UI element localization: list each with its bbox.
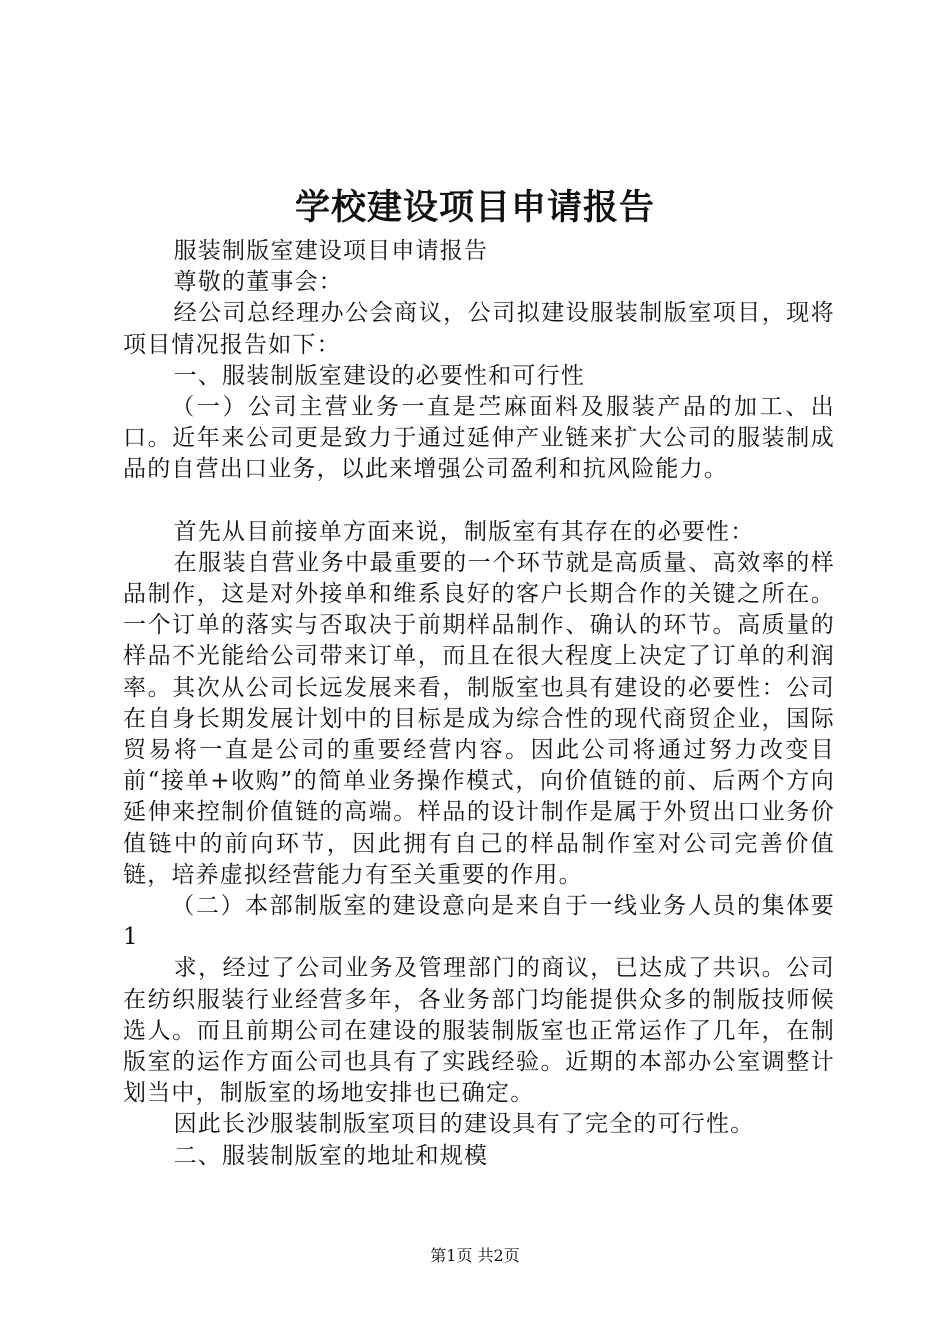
document-title: 学校建设项目申请报告 <box>294 187 655 228</box>
page-footer: 第1页 共2页 <box>430 1246 520 1265</box>
paragraph-intro: 经公司总经理办公会商议，公司拟建设服装制版室项目，现将项目情况报告如下： <box>123 300 835 358</box>
paragraph-consensus: 求，经过了公司业务及管理部门的商议，已达成了共识。公司在纺织服装行业经营多年，各业务部门均能提供众多的制版技师候选人。而且前期公司在建设的服装制版室也正常运作了几年，在制版室的运作方面公司也具有了实践经验。近期的本部办公室调整计划当中，制版室的场地安排也已确定。 <box>123 955 835 1107</box>
section-heading-2: 二、服装制版室的地址和规模 <box>173 1142 489 1169</box>
paragraph-order-necessity: 首先从目前接单方面来说，制版室有其存在的必要性： <box>173 518 755 545</box>
paragraph-spacer <box>123 486 835 517</box>
paragraph-subsection-2: （二）本部制版室的建设意向是来自于一线业务人员的集体要1 <box>123 893 835 951</box>
paragraph-subsection-1: （一）公司主营业务一直是苎麻面料及服装产品的加工、出口。近年来公司更是致力于通过延伸产业链来扩大公司的服装制成品的自营出口业务，以此来增强公司盈利和抗风险能力。 <box>123 394 835 483</box>
document-body <box>123 236 835 1172</box>
paragraph-feasibility: 因此长沙服装制版室项目的建设具有了完全的可行性。 <box>173 1111 755 1138</box>
paragraph-salutation: 尊敬的董事会： <box>173 269 343 296</box>
paragraph-subtitle: 服装制版室建设项目申请报告 <box>173 238 489 264</box>
section-heading-1: 一、服装制版室建设的必要性和可行性 <box>173 362 585 389</box>
paragraph-sample-production: 在服装自营业务中最重要的一个环节就是高质量、高效率的样品制作，这是对外接单和维系良好的客户长期合作的关键之所在。一个订单的落实与否取决于前期样品制作、确认的环节。高质量的样品不光能给公司带来订单，而且在很大程度上决定了订单的利润率。其次从公司长远发展来看，制版室也具有建设的必要性：公司在自身长期发展计划中的目标是成为综合性的现代商贸企业，国际贸易将一直是公司的重要经营内容。因此公司将通过努力改变目前“接单+收购”的简单业务操作模式，向价值链的前、后两个方向延伸来控制价值链的高端。样品的设计制作是属于外贸出口业务价值链中的前向环节，因此拥有自己的样品制作室对公司完善价值链，培养虚拟经营能力有至关重要的作用。 <box>123 549 835 888</box>
